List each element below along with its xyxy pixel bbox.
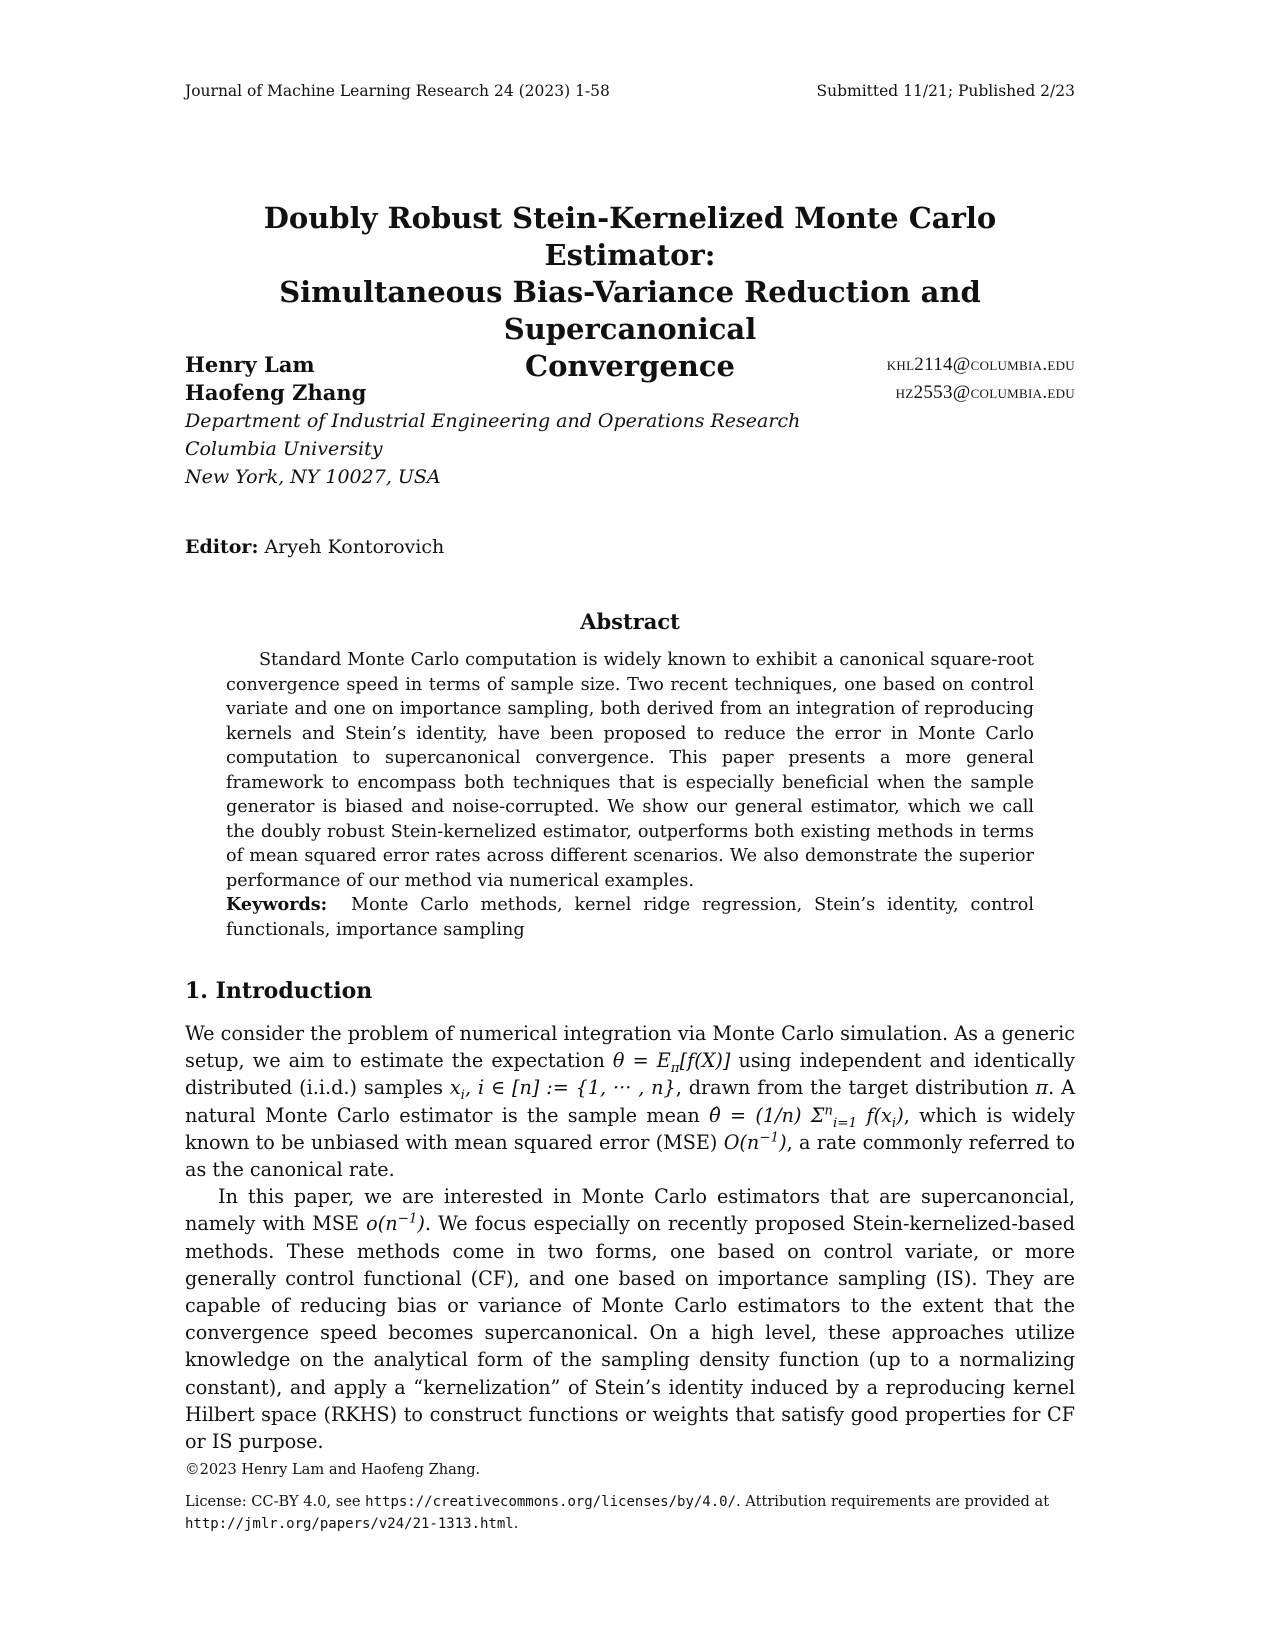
math-run: o(n — [366, 1212, 398, 1236]
math-run: ) — [896, 1103, 904, 1127]
text-run: . — [513, 1515, 519, 1532]
author-name: Henry Lam — [185, 352, 315, 377]
math-superscript: n — [824, 1103, 833, 1119]
text-run: , which is widely known to be unbiased with mean squared error (MSE) — [185, 1103, 1076, 1154]
math-run: θ = E — [612, 1049, 671, 1073]
keywords-text: Monte Carlo methods, kernel ridge regression, Stein’s identity, control functionals, importance sampling — [226, 895, 1034, 940]
math-run: , i ∈ [n] := {1, ··· , n} — [464, 1076, 676, 1100]
math-expectation — [612, 1049, 731, 1077]
text-run: . Attribution requirements are provided at — [736, 1493, 1050, 1510]
abstract-text: Standard Monte Carlo computation is widely known to exhibit a canonical square-root convergence speed in terms of sample size. Two recent techniques, one based on control variate and one on importance sampling, both derived from an integration of reproducing kernels and Stein’s identity, have been proposed to reduce the error in Monte Carlo computation to supercanonical convergence. This paper presents a more general framework to encompass both techniques that is especially beneficial when the sample generator is biased and noise-corrupted. We show our general estimator, which we call the doubly robust Stein-kernelized estimator, outperforms both existing methods in terms of mean squared error rates across different scenarios. We also demonstrate the superior performance of our method via numerical examples. — [226, 650, 1034, 891]
paragraph — [185, 1183, 1075, 1455]
affiliation-university: Columbia University — [185, 438, 383, 460]
text-run: We consider the problem of numerical integration via Monte Carlo simulation. As a generic setup, we aim to estimate the expectation — [185, 1022, 1075, 1073]
author-email[interactable]: khl2114@columbia.edu — [886, 354, 1075, 375]
math-subscript: π — [670, 1061, 680, 1077]
editor-line — [185, 536, 444, 558]
math-sample-mean — [709, 1103, 904, 1131]
math-subscript: i — [891, 1115, 897, 1131]
title-line: Simultaneous Bias-Variance Reduction and Supercanonical — [279, 275, 981, 346]
license-notice — [185, 1491, 1075, 1535]
math-run: ) — [779, 1130, 787, 1154]
affiliation-address: New York, NY 10027, USA — [185, 466, 441, 488]
text-run: , a rate commonly referred to as the canonical rate. — [185, 1130, 1076, 1182]
math-rate — [366, 1212, 425, 1235]
section-heading: 1. Introduction — [185, 978, 373, 1004]
title-line: Convergence — [524, 349, 735, 383]
math-run: ) — [417, 1212, 425, 1236]
attribution-link[interactable]: http://jmlr.org/papers/v24/21-1313.html — [185, 1516, 514, 1532]
math-superscript: −1 — [397, 1212, 418, 1228]
author-block — [185, 351, 1075, 491]
math-run: [f(X)] — [679, 1049, 731, 1073]
journal-citation: Journal of Machine Learning Research 24 (2023) 1-58 — [185, 82, 610, 100]
submission-dates: Submitted 11/21; Published 2/23 — [816, 82, 1075, 100]
introduction-body — [185, 1020, 1075, 1455]
paragraph — [185, 1020, 1075, 1183]
author-name: Haofeng Zhang — [185, 380, 367, 405]
math-samples — [449, 1076, 676, 1104]
text-run: , drawn from the target distribution — [675, 1076, 1036, 1100]
text-run: . A natural Monte Carlo estimator is the sample mean — [185, 1076, 1075, 1127]
abstract-heading: Abstract — [580, 609, 680, 634]
paper-page — [185, 0, 1075, 1638]
author-email[interactable]: hz2553@columbia.edu — [895, 382, 1075, 403]
text-run: In this paper, we are interested in Monte Carlo estimators that are supercanoncial, namely with MSE — [185, 1185, 1075, 1236]
page-footer — [185, 1459, 1075, 1535]
math-superscript: −1 — [759, 1130, 780, 1146]
author-row — [185, 351, 1075, 379]
math-run: θ̂ = (1/n) Σ — [709, 1103, 825, 1127]
abstract-body — [226, 648, 1034, 942]
editor-label: Editor: — [185, 536, 259, 558]
license-link[interactable]: https://creativecommons.org/licenses/by/4.0/ — [365, 1494, 737, 1510]
math-subscript: i — [460, 1088, 465, 1104]
math-subscript: i=1 — [833, 1115, 858, 1131]
math-run: O(n — [723, 1130, 760, 1154]
math-rate — [724, 1131, 787, 1154]
affiliation-department: Department of Industrial Engineering and Operations Research — [185, 410, 801, 432]
editor-name: Aryeh Kontorovich — [264, 536, 445, 558]
copyright-notice: ©2023 Henry Lam and Haofeng Zhang. — [185, 1461, 481, 1478]
keywords-line — [226, 893, 1034, 942]
running-header — [185, 82, 1075, 106]
text-run: using independent and identically distributed (i.i.d.) samples — [185, 1049, 1075, 1100]
title-line: Doubly Robust Stein-Kernelized Monte Carlo Estimator: — [263, 201, 997, 272]
math-pi: π — [1035, 1076, 1049, 1100]
text-run: . We focus especially on recently proposed Stein-kernelized-based methods. These methods come in two forms, one based on control variate, or more generally control functional (CF), and one based on importance sampling (IS). They are capable of reducing bias or variance of Monte Carlo estimators to the extent that the convergence speed becomes supercanonical. On a high level, these approaches utilize knowledge on the analytical form of the sampling density function (up to a normalizing constant), and apply a “kernelization” of Stein’s identity induced by a reproducing kernel Hilbert space (RKHS) to construct functions or weights that satisfy good properties for CF or IS purpose. — [185, 1212, 1076, 1454]
keywords-label: Keywords: — [226, 894, 328, 915]
author-row — [185, 379, 1075, 407]
text-run: License: CC-BY 4.0, see — [185, 1493, 366, 1510]
math-run: f(x — [857, 1103, 892, 1127]
math-run: x — [449, 1076, 461, 1100]
